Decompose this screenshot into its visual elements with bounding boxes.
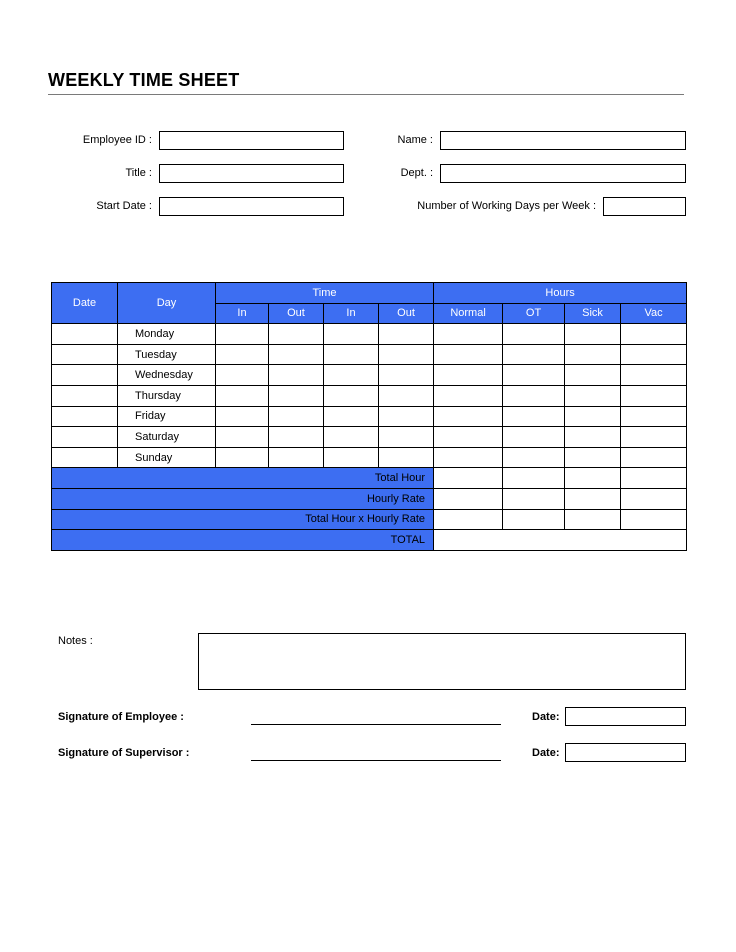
header-vac: Vac (621, 303, 687, 324)
supervisor-date-input[interactable] (565, 743, 686, 762)
hours-cell[interactable] (621, 447, 687, 468)
time-cell[interactable] (269, 344, 324, 365)
hours-cell[interactable] (565, 365, 621, 386)
header-time-out: Out (379, 303, 434, 324)
hours-cell[interactable] (565, 447, 621, 468)
working-days-label: Number of Working Days per Week : (417, 200, 596, 212)
day-cell: Monday (118, 324, 216, 345)
hours-cell[interactable] (565, 488, 621, 509)
hours-cell[interactable] (621, 488, 687, 509)
hours-cell[interactable] (565, 385, 621, 406)
page-title: WEEKLY TIME SHEET (48, 70, 684, 95)
date-cell[interactable] (52, 427, 118, 448)
hours-cell[interactable] (621, 365, 687, 386)
time-cell[interactable] (216, 324, 269, 345)
time-cell[interactable] (269, 427, 324, 448)
summary-row-hourly-rate (52, 488, 687, 509)
date-cell[interactable] (52, 344, 118, 365)
time-cell[interactable] (216, 385, 269, 406)
employee-date-input[interactable] (565, 707, 686, 726)
hourly-rate-label: Hourly Rate (52, 488, 434, 509)
summary-row-total-hour (52, 468, 687, 489)
table-row (52, 385, 687, 406)
hours-cell[interactable] (621, 427, 687, 448)
date-cell[interactable] (52, 324, 118, 345)
time-cell[interactable] (324, 427, 379, 448)
header-time-in: In (216, 303, 269, 324)
hours-cell[interactable] (434, 406, 503, 427)
summary-row-total (52, 530, 687, 551)
time-cell[interactable] (379, 365, 434, 386)
supervisor-signature-line[interactable] (251, 760, 501, 761)
employee-signature-line[interactable] (251, 724, 501, 725)
working-days-input[interactable] (603, 197, 686, 216)
title-input[interactable] (159, 164, 344, 183)
header-time-in: In (324, 303, 379, 324)
hours-cell[interactable] (565, 427, 621, 448)
notes-label: Notes : (58, 635, 93, 647)
start-date-input[interactable] (159, 197, 344, 216)
time-cell[interactable] (269, 324, 324, 345)
table-row (52, 427, 687, 448)
employee-id-label: Employee ID : (82, 134, 152, 146)
time-cell[interactable] (379, 324, 434, 345)
time-cell[interactable] (324, 447, 379, 468)
employee-signature-label: Signature of Employee : (58, 711, 184, 723)
day-cell: Saturday (118, 427, 216, 448)
header-normal: Normal (434, 303, 503, 324)
hours-cell[interactable] (503, 509, 565, 530)
time-cell[interactable] (269, 385, 324, 406)
time-cell[interactable] (324, 365, 379, 386)
hours-cell[interactable] (503, 468, 565, 489)
hours-cell[interactable] (434, 468, 503, 489)
time-cell[interactable] (324, 344, 379, 365)
time-cell[interactable] (216, 447, 269, 468)
hours-cell[interactable] (565, 468, 621, 489)
hours-cell[interactable] (434, 324, 503, 345)
header-time-out: Out (269, 303, 324, 324)
header-time: Time (216, 283, 434, 304)
supervisor-signature-label: Signature of Supervisor : (58, 747, 190, 759)
time-cell[interactable] (379, 406, 434, 427)
title-label: Title : (125, 167, 152, 179)
hours-cell[interactable] (621, 344, 687, 365)
hours-cell[interactable] (621, 385, 687, 406)
name-input[interactable] (440, 131, 686, 150)
time-cell[interactable] (379, 344, 434, 365)
hours-cell[interactable] (565, 324, 621, 345)
hours-cell[interactable] (503, 488, 565, 509)
hours-cell[interactable] (434, 427, 503, 448)
start-date-label: Start Date : (96, 200, 152, 212)
day-cell: Sunday (118, 447, 216, 468)
employee-date-label: Date: (532, 711, 560, 723)
hours-cell[interactable] (621, 324, 687, 345)
hours-cell[interactable] (503, 427, 565, 448)
hours-cell[interactable] (434, 365, 503, 386)
time-cell[interactable] (379, 427, 434, 448)
dept-label: Dept. : (400, 167, 433, 179)
time-cell[interactable] (269, 406, 324, 427)
table-row (52, 406, 687, 427)
summary-row-total-x-rate (52, 509, 687, 530)
time-cell[interactable] (269, 365, 324, 386)
timesheet-table (51, 282, 687, 551)
hours-cell[interactable] (565, 406, 621, 427)
hours-cell[interactable] (434, 488, 503, 509)
dept-input[interactable] (440, 164, 686, 183)
table-row (52, 447, 687, 468)
hours-cell[interactable] (621, 406, 687, 427)
header-date: Date (52, 283, 118, 324)
time-cell[interactable] (324, 406, 379, 427)
header-hours: Hours (434, 283, 687, 304)
time-cell[interactable] (379, 447, 434, 468)
day-cell: Wednesday (118, 365, 216, 386)
date-cell[interactable] (52, 385, 118, 406)
hours-cell[interactable] (503, 324, 565, 345)
time-cell[interactable] (216, 427, 269, 448)
employee-id-input[interactable] (159, 131, 344, 150)
time-cell[interactable] (216, 406, 269, 427)
day-cell: Thursday (118, 385, 216, 406)
time-cell[interactable] (216, 365, 269, 386)
notes-textarea[interactable] (198, 633, 686, 690)
day-cell: Tuesday (118, 344, 216, 365)
hours-cell[interactable] (565, 344, 621, 365)
hours-cell[interactable] (503, 406, 565, 427)
time-cell[interactable] (216, 344, 269, 365)
name-label: Name : (397, 134, 433, 146)
date-cell[interactable] (52, 447, 118, 468)
total-hour-label: Total Hour (52, 468, 434, 489)
hours-cell[interactable] (503, 344, 565, 365)
total-value-cell[interactable] (434, 530, 687, 551)
hours-cell[interactable] (434, 344, 503, 365)
date-cell[interactable] (52, 365, 118, 386)
time-cell[interactable] (379, 385, 434, 406)
hours-cell[interactable] (621, 509, 687, 530)
hours-cell[interactable] (434, 385, 503, 406)
hours-cell[interactable] (565, 509, 621, 530)
supervisor-date-label: Date: (532, 747, 560, 759)
header-sick: Sick (565, 303, 621, 324)
total-label: TOTAL (52, 530, 434, 551)
hours-cell[interactable] (434, 447, 503, 468)
hours-cell[interactable] (503, 365, 565, 386)
table-row (52, 344, 687, 365)
time-cell[interactable] (324, 324, 379, 345)
header-day: Day (118, 283, 216, 324)
hours-cell[interactable] (434, 509, 503, 530)
hours-cell[interactable] (503, 385, 565, 406)
day-cell: Friday (118, 406, 216, 427)
total-x-rate-label: Total Hour x Hourly Rate (52, 509, 434, 530)
table-row (52, 324, 687, 345)
hours-cell[interactable] (621, 468, 687, 489)
date-cell[interactable] (52, 406, 118, 427)
time-cell[interactable] (269, 447, 324, 468)
table-row (52, 365, 687, 386)
header-ot: OT (503, 303, 565, 324)
time-cell[interactable] (324, 385, 379, 406)
hours-cell[interactable] (503, 447, 565, 468)
